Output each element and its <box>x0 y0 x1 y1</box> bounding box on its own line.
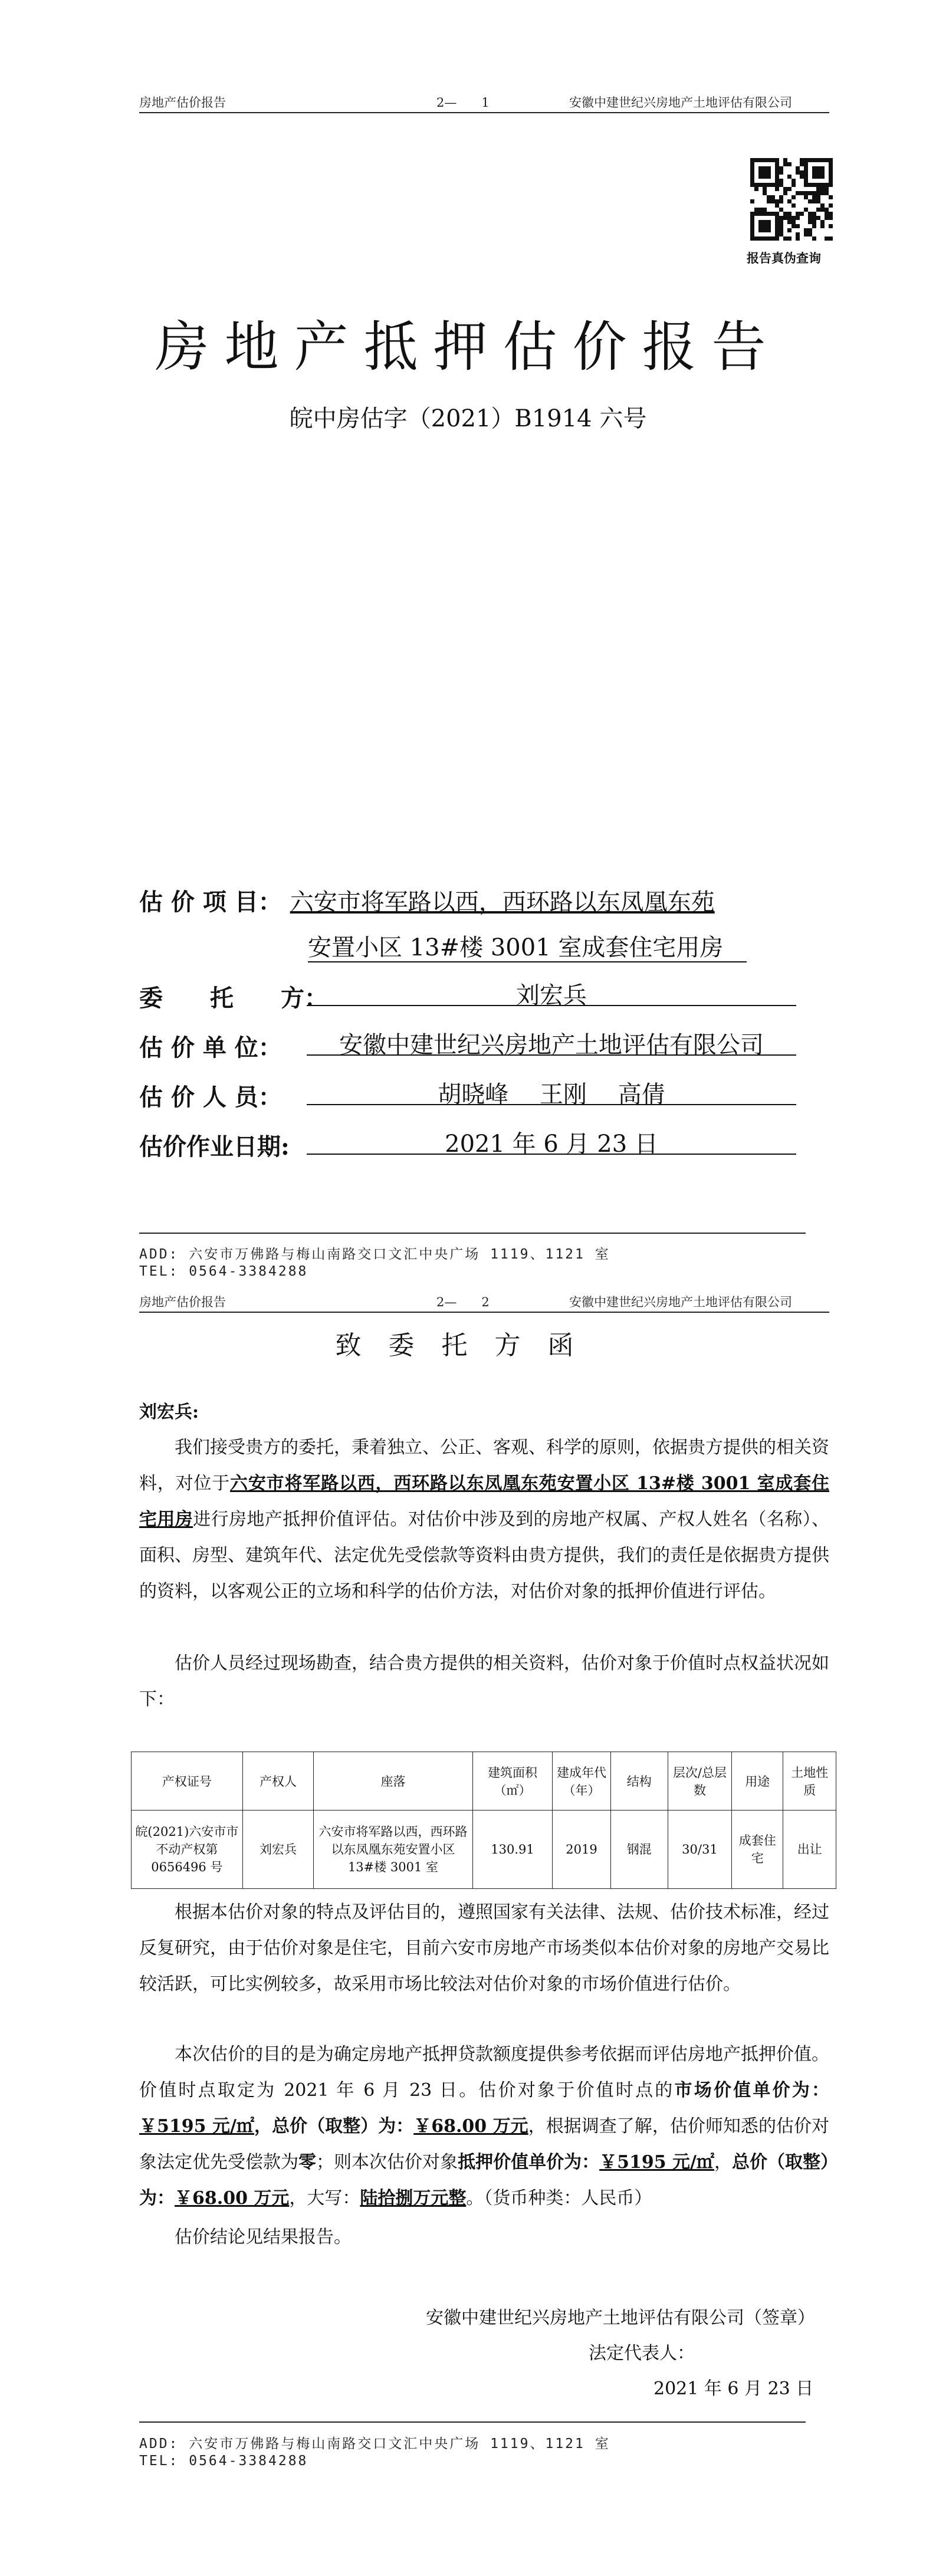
project-value-line1: 六安市将军路以西，西环路以东凤凰东苑 <box>290 889 715 916</box>
header-rule <box>139 112 829 113</box>
paragraph-1 <box>139 1430 829 1609</box>
client-row <box>139 980 328 1013</box>
paragraph-4 <box>139 2036 829 2216</box>
p4-text-a: 本次估价的目的是为确定房地产抵押贷款额度提供参考依据而评估房地产抵押价值。价值时点取定为 2021 年 6 月 23 日。估价对象于价值时点的 <box>139 2044 829 2101</box>
p4-mortgage-unit-price: ￥5195 元/㎡ <box>599 2152 715 2173</box>
p4-text-n: ，大写： <box>289 2188 360 2209</box>
th-location: 座落 <box>314 1752 472 1811</box>
header-rule <box>139 1312 829 1313</box>
p4-mortgage-unit-label: 抵押价值单价为： <box>458 2152 600 2173</box>
header-right: 安徽中建世纪兴房地产土地评估有限公司 <box>569 96 792 110</box>
th-floor: 层次/总层数 <box>668 1752 731 1811</box>
paragraph-3: 根据本估价对象的特点及评估目的，遵照国家有关法律、法规、估价技术标准，经过反复研究，由于估价对象是住宅，目前六安市房地产市场类似本估价对象的房地产交易比较活跃，可比实例较多，故采用市场比较法对估价对象的市场价值进行估价。 <box>139 1902 829 1995</box>
p4-text-f: ，根据调查了解，估价师知悉的估价对象法定优先受偿款为 <box>139 2116 830 2173</box>
header-left: 房地产估价报告 <box>139 96 226 110</box>
legal-representative: 法定代表人： <box>589 2343 695 2364</box>
footer-address: ADD: 六安市万佛路与梅山南路交口文汇中央广场 1119、1121 室 <box>139 2436 610 2452</box>
unit-value: 安徽中建世纪兴房地产土地评估有限公司 <box>307 1026 796 1056</box>
cell-owner: 刘宏兵 <box>242 1811 314 1889</box>
project-row <box>139 883 715 917</box>
project-value-line2: 安置小区 13#楼 3001 室成套住宅用房 <box>308 934 747 962</box>
staff-value: 胡晓峰 王刚 高倩 <box>307 1076 796 1105</box>
p4-market-unit-label: 市场价值单价为： <box>674 2080 830 2101</box>
th-use: 用途 <box>731 1752 783 1811</box>
cell-land: 出让 <box>783 1811 836 1889</box>
report-title: 房地产抵押估价报告 <box>155 316 781 379</box>
paragraph-5: 估价结论见结果报告。 <box>175 2227 352 2248</box>
date-row <box>139 1128 290 1162</box>
th-structure: 结构 <box>610 1752 668 1811</box>
header-page-number: 2— 1 <box>436 96 490 110</box>
date-label: 估价作业日期: <box>139 1133 290 1161</box>
client-value: 刘宏兵 <box>307 977 796 1006</box>
qr-caption: 报告真伪查询 <box>747 251 821 265</box>
p4-currency-note: 。（货币种类：人民币） <box>466 2188 652 2209</box>
th-land: 土地性质 <box>783 1752 836 1811</box>
paragraph-2: 估价人员经过现场勘查，结合贵方提供的相关资料，估价对象于价值时点权益状况如下： <box>139 1653 829 1710</box>
table-row <box>132 1811 836 1889</box>
p1-text-c: 进行房地产抵押价值评估。对估价中涉及到的房地产权属、产权人姓名（名称）、面积、房型、建筑年代、法定优先受偿款等资料由贵方提供，我们的责任是依据贵方提供的资料，以客观公正的立场和科学的估价方法，对估价对象的抵押价值进行评估。 <box>139 1509 830 1602</box>
p4-mortgage-total-label: 总价（取整）为： <box>139 2152 830 2209</box>
header-page-number: 2— 2 <box>436 1295 490 1309</box>
p4-comma: ， <box>714 2152 733 2173</box>
p4-priority-claim: 零 <box>298 2152 317 2173</box>
cell-cert-no: 皖(2021)六安市市不动产权第 0656496 号 <box>132 1811 243 1889</box>
footer-address: ADD: 六安市万佛路与梅山南路交口文汇中央广场 1119、1121 室 <box>139 1247 610 1262</box>
cell-floor: 30/31 <box>668 1811 731 1889</box>
footer-tel: TEL: 0564-3384288 <box>139 1264 308 1279</box>
project-row-2 <box>308 929 747 962</box>
footer-tel: TEL: 0564-3384288 <box>139 2453 308 2469</box>
p4-market-unit-price: ￥5195 元/㎡ <box>139 2116 255 2137</box>
table-header-row <box>132 1752 836 1811</box>
cell-use: 成套住宅 <box>731 1811 783 1889</box>
footer-rule <box>139 1233 806 1234</box>
p1-property-address: 六安市将军路以西，西环路以东凤凰东苑安置小区 13#楼 3001 室成套住宅用房 <box>139 1473 830 1530</box>
salutation: 刘宏兵: <box>139 1402 199 1422</box>
client-label: 委 托 方： <box>139 984 328 1012</box>
staff-label: 估 价 人 员： <box>139 1083 282 1111</box>
p1-text-a: 我们接受贵方的委托，秉着独立、公正、客观、科学的原则，依据贵方提供的相关资料，对位于 <box>139 1437 829 1494</box>
p4-text-h: ；则本次估价对象 <box>316 2152 458 2173</box>
cell-location: 六安市将军路以西，西环路以东凤凰东苑安置小区 13#楼 3001 室 <box>314 1811 472 1889</box>
unit-row <box>139 1029 282 1063</box>
qr-code <box>750 158 833 241</box>
cell-year: 2019 <box>553 1811 610 1889</box>
staff-row <box>139 1079 282 1112</box>
unit-label: 估 价 单 位： <box>139 1034 282 1062</box>
project-label: 估 价 项 目： <box>139 888 282 916</box>
letter-date: 2021 年 6 月 23 日 <box>653 2378 814 2399</box>
letter-title: 致委托方函 <box>335 1330 601 1361</box>
header-left: 房地产估价报告 <box>139 1295 226 1309</box>
date-value: 2021 年 6 月 23 日 <box>307 1125 796 1155</box>
p4-market-total-label: ，总价（取整）为： <box>254 2116 414 2137</box>
p4-mortgage-total: ￥68.00 万元 <box>175 2188 290 2209</box>
th-year: 建成年代（年） <box>553 1752 610 1811</box>
p4-market-total: ￥68.00 万元 <box>413 2116 528 2137</box>
footer-rule <box>139 2421 806 2423</box>
cell-area: 130.91 <box>472 1811 553 1889</box>
doc-number: 皖中房估字（2021）B1914 六号 <box>289 405 647 432</box>
header-right: 安徽中建世纪兴房地产土地评估有限公司 <box>569 1295 792 1309</box>
th-cert-no: 产权证号 <box>132 1752 243 1811</box>
p4-amount-in-words: 陆拾捌万元整 <box>360 2188 467 2209</box>
th-owner: 产权人 <box>242 1752 314 1811</box>
cell-structure: 钢混 <box>610 1811 668 1889</box>
property-table <box>131 1752 836 1889</box>
th-area: 建筑面积（㎡） <box>472 1752 553 1811</box>
signer-company: 安徽中建世纪兴房地产土地评估有限公司（签章） <box>426 2308 815 2328</box>
